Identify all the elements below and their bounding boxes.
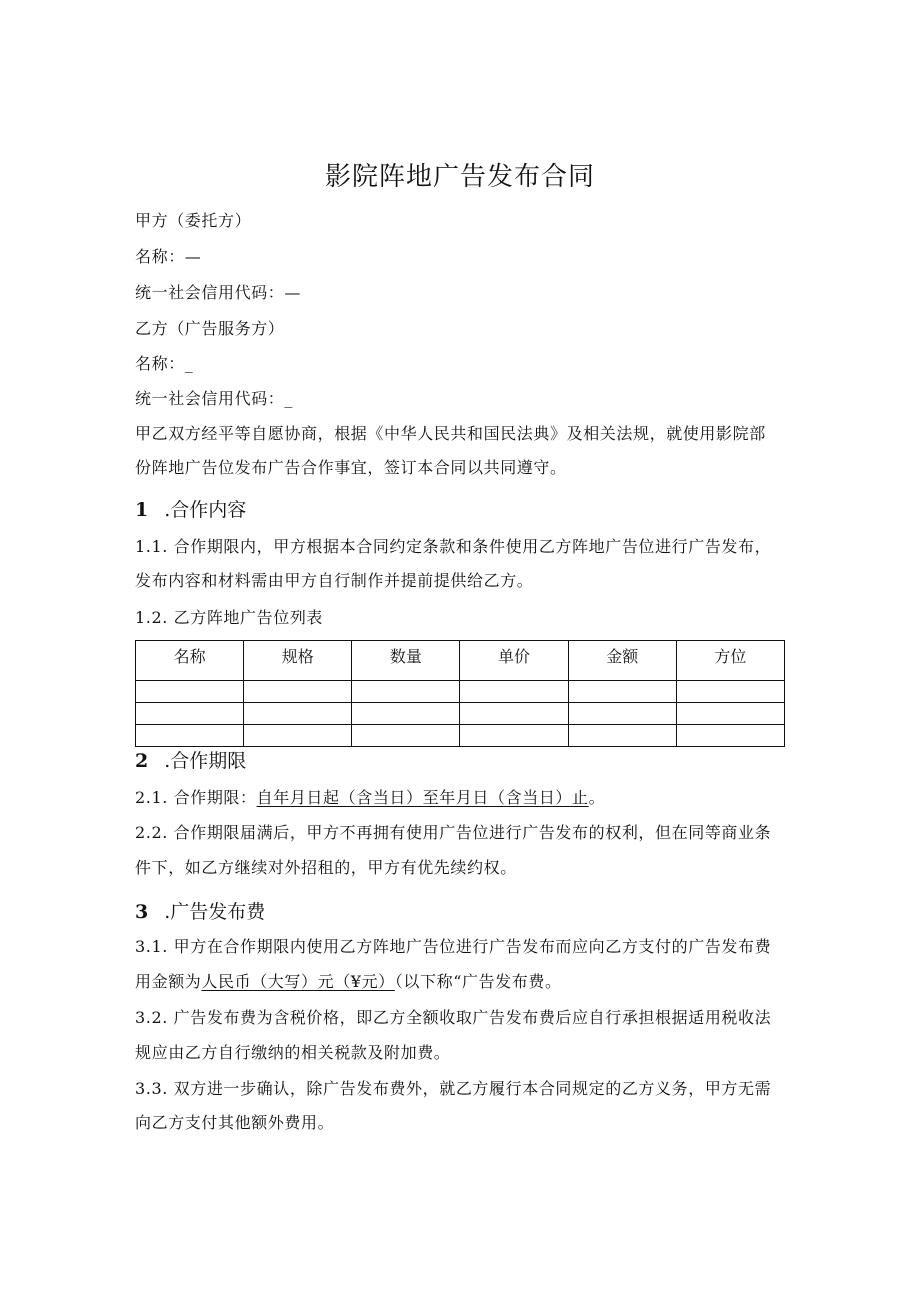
table-cell [352, 681, 460, 703]
clause-1-1-line-1: 1.1. 合作期限内，甲方根据本合同约定条款和条件使用乙方阵地广告位进行广告发布， [135, 537, 772, 556]
section-1-number: 1 [135, 499, 149, 521]
clause-2-1-suffix: 。 [588, 788, 606, 807]
table-cell [244, 725, 352, 747]
clause-2-2-line-1: 2.2. 合作期限届满后，甲方不再拥有使用广告位进行广告发布的权利，但在同等商业条 [135, 823, 772, 842]
table-header-cell: 单价 [460, 641, 568, 681]
table-cell [244, 703, 352, 725]
section-2-heading [135, 746, 246, 773]
table-cell [352, 703, 460, 725]
clause-3-2-line-2: 规应由乙方自行缴纳的相关税款及附加费。 [135, 1043, 451, 1062]
table-cell [676, 681, 784, 703]
table-cell [136, 681, 244, 703]
table-header-cell: 数量 [352, 641, 460, 681]
clause-2-1-period-blank: 自年月日起（含当日）至年月日（含当日）止 [256, 788, 589, 807]
ad-position-table [135, 640, 785, 747]
table-cell [460, 703, 568, 725]
party-b-name: 名称：_ [135, 354, 194, 373]
clause-2-1 [135, 785, 795, 808]
table-header-cell: 规格 [244, 641, 352, 681]
section-1-heading [135, 495, 246, 522]
section-2-title: .合作期限 [164, 750, 247, 772]
preamble-line-2: 份阵地广告位发布广告合作事宜，签订本合同以共同遵守。 [135, 458, 567, 477]
table-cell [676, 703, 784, 725]
party-a-name: 名称：— [135, 247, 202, 266]
clause-3-1-amount-blank: 人民币（大写）元（¥元） [201, 972, 395, 991]
table-header-cell: 金额 [568, 641, 676, 681]
party-b-heading: 乙方（广告服务方） [135, 319, 285, 338]
preamble-line-1: 甲乙双方经平等自愿协商，根据《中华人民共和国民法典》及相关法规，就使用影院部 [135, 424, 766, 443]
table-cell [568, 681, 676, 703]
table-cell [352, 725, 460, 747]
table-cell [460, 725, 568, 747]
clause-2-1-prefix: 2.1. 合作期限： [135, 788, 257, 807]
table-cell [136, 725, 244, 747]
document-title: 影院阵地广告发布合同 [324, 162, 595, 192]
party-a-heading: 甲方（委托方） [135, 211, 252, 230]
table-cell [568, 703, 676, 725]
table-cell [244, 681, 352, 703]
section-1-title: .合作内容 [164, 499, 247, 521]
party-b-credit-code: 统一社会信用代码：_ [135, 389, 294, 408]
clause-3-2-line-1: 3.2. 广告发布费为含税价格，即乙方全额收取广告发布费后应自行承担根据适用税收法 [135, 1008, 772, 1027]
section-3-heading [135, 897, 265, 924]
table-row [136, 703, 785, 725]
clause-2-2-line-2: 件下，如乙方继续对外招租的，甲方有优先续约权。 [135, 858, 517, 877]
clause-3-3-line-2: 向乙方支付其他额外费用。 [135, 1113, 335, 1132]
clause-3-1-suffix: （以下称“广告发布费。 [394, 972, 562, 991]
table-cell [136, 703, 244, 725]
section-2-number: 2 [135, 750, 149, 772]
table-cell [460, 681, 568, 703]
party-a-credit-code: 统一社会信用代码：— [135, 283, 302, 302]
clause-3-1-line-1: 3.1. 甲方在合作期限内使用乙方阵地广告位进行广告发布而应向乙方支付的广告发布费 [135, 937, 772, 956]
section-3-title: .广告发布费 [164, 901, 266, 923]
table-header-row [136, 641, 785, 681]
table-row [136, 725, 785, 747]
clause-1-1-line-2: 发布内容和材料需由甲方自行制作并提前提供给乙方。 [135, 571, 534, 590]
table-cell [568, 725, 676, 747]
table-header-cell: 名称 [136, 641, 244, 681]
table-header-cell: 方位 [676, 641, 784, 681]
clause-3-1-line-2 [135, 969, 795, 992]
clause-3-1-prefix: 用金额为 [135, 972, 202, 991]
clause-3-3-line-1: 3.3. 双方进一步确认，除广告发布费外，就乙方履行本合同规定的乙方义务，甲方无需 [135, 1079, 772, 1098]
clause-1-2: 1.2. 乙方阵地广告位列表 [135, 608, 324, 627]
table-row [136, 681, 785, 703]
table-cell [676, 725, 784, 747]
section-3-number: 3 [135, 901, 149, 923]
